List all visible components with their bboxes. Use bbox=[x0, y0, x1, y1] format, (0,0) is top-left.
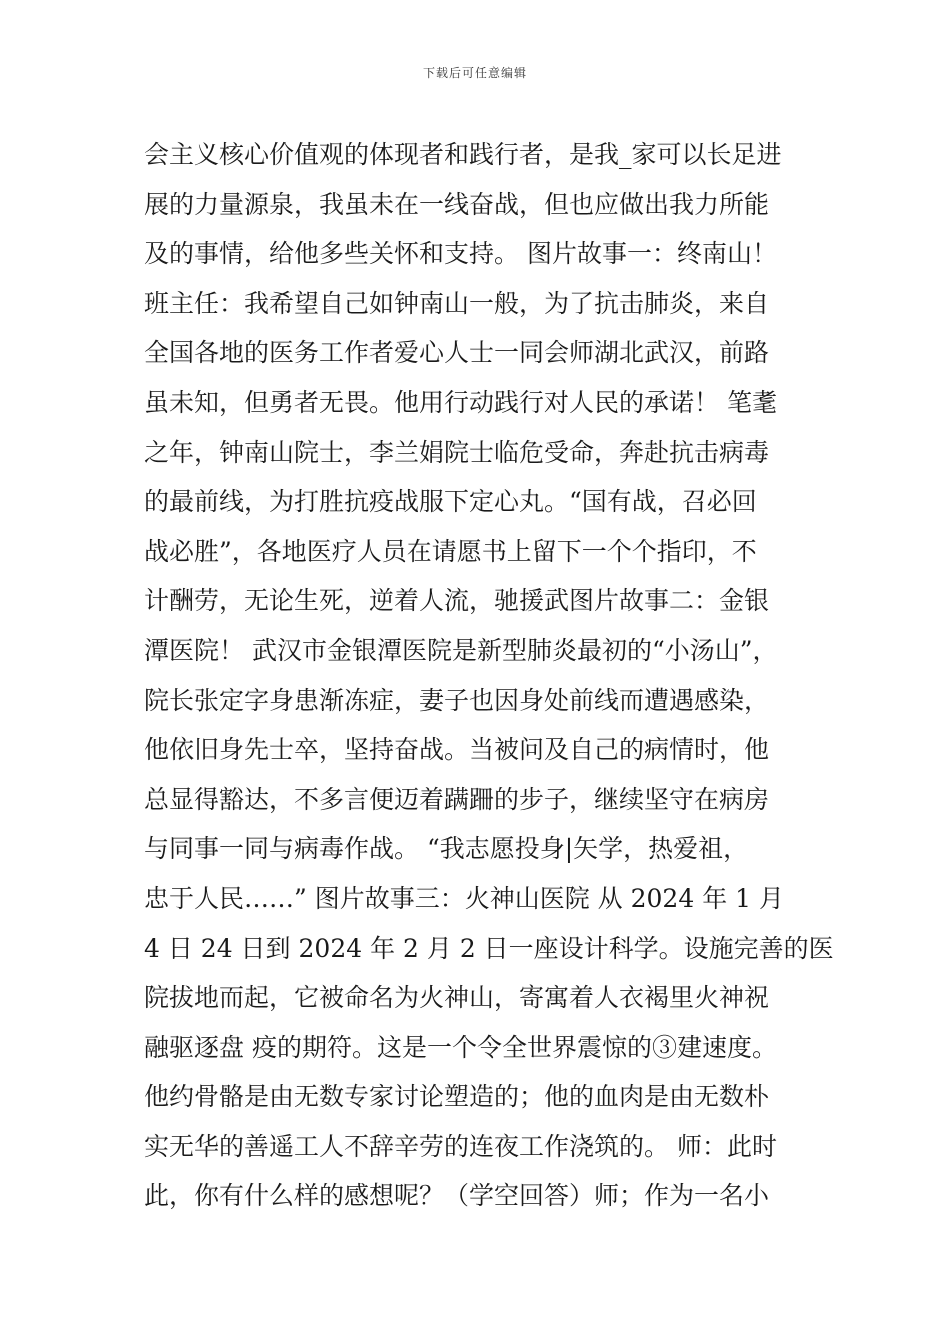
text-line: 此，你有什么样的感想呢？（学空回答）师；作为一名小 bbox=[144, 1181, 770, 1211]
text-line: 融驱逐盘 疫的期符。这是一个令全世界震惊的③建速度。 bbox=[144, 1032, 777, 1062]
text-line: 及的事情，给他多些关怀和支持。 图片故事一：终南山！ bbox=[144, 239, 777, 269]
text-line: 实无华的善遥工人不辞辛劳的连夜工作浇筑的。 师：此时 bbox=[144, 1131, 777, 1161]
text-line: 总显得豁达，不多言便迈着蹒跚的步子，继续坚守在病房 bbox=[144, 784, 770, 814]
text-line: 院拔地而起，它被命名为火神山，寄寓着人衣褐里火神祝 bbox=[144, 983, 770, 1013]
text-line: 之年，钟南山院士，李兰娟院士临危受命，奔赴抗击病毒 bbox=[144, 437, 770, 467]
text-line: 计酬劳，无论生死，逆着人流，驰援武图片故事二：金银 bbox=[144, 586, 770, 616]
text-line: 全国各地的医务工作者爱心人士一同会师湖北武汉，前路 bbox=[144, 338, 770, 368]
text-line: 潭医院！ 武汉市金银潭医院是新型肺炎最初的“小汤山”， bbox=[144, 635, 778, 665]
text-line: 的最前线，为打胜抗疫战服下定心丸。“国有战，召必回 bbox=[144, 487, 757, 517]
text-line: 与同事一同与病毒作战。 “我志愿投身|矢学，热爱祖， bbox=[144, 834, 749, 864]
text-line: 会主义核心价值观的体现者和践行者，是我_家可以长足进 bbox=[144, 140, 782, 169]
text-line: 展的力量源泉，我虽未在一线奋战，但也应做出我力所能 bbox=[144, 189, 770, 219]
text-line: 忠于人民……” 图片故事三：火神山医院 从 2024 年 1 月 bbox=[144, 883, 784, 913]
text-line: 他约骨骼是由无数专家讨论塑造的；他的血肉是由无数朴 bbox=[144, 1082, 770, 1112]
text-line: 虽未知，但勇者无畏。他用行动践行对人民的承诺！ 笔耄 bbox=[144, 387, 777, 417]
document-body bbox=[144, 130, 834, 1221]
text-line: 战必胜”，各地医疗人员在请愿书上留下一个个指印，不 bbox=[144, 536, 757, 566]
text-line: 院长张定字身患渐冻症，妻子也因身处前线而遭遇感染， bbox=[144, 685, 770, 715]
text-line: 他依旧身先士卒，坚持奋战。当被问及自己的病情时，他 bbox=[144, 735, 770, 765]
page-header: 下载后可任意编辑 bbox=[422, 66, 527, 80]
text-line: 班主任：我希望自己如钟南山一般，为了抗击肺炎，来自 bbox=[144, 288, 770, 318]
text-line: 4 日 24 日到 2024 年 2 月 2 日一座设计科学。设施完善的医 bbox=[144, 933, 834, 963]
